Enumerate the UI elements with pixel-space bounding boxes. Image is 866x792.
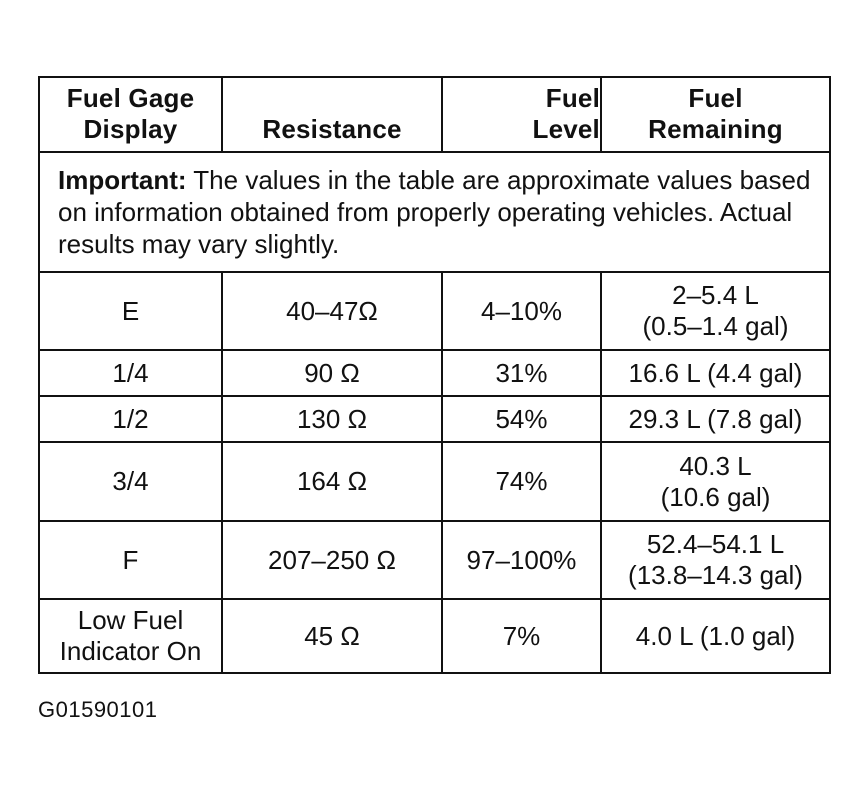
- important-label: Important:: [58, 165, 187, 195]
- table-header-row: [39, 77, 830, 152]
- header-resistance: Resistance: [222, 77, 442, 152]
- table-row: [39, 521, 830, 599]
- remaining-gallons: (0.5–1.4 gal): [642, 311, 789, 341]
- figure-id: G01590101: [38, 697, 158, 722]
- cell-display: 1/4: [39, 350, 222, 396]
- display-line-2: Indicator On: [59, 636, 202, 666]
- header-level-line-1: Fuel: [545, 83, 600, 113]
- cell-level: 31%: [442, 350, 601, 396]
- cell-level: 97–100%: [442, 521, 601, 599]
- cell-remaining: [601, 442, 830, 521]
- cell-resistance: 207–250 Ω: [222, 521, 442, 599]
- header-fuel-gage-display: [39, 77, 222, 152]
- cell-level: 74%: [442, 442, 601, 521]
- cell-resistance: 45 Ω: [222, 599, 442, 673]
- cell-remaining: [601, 396, 830, 442]
- remaining-gallons: (13.8–14.3 gal): [628, 560, 803, 590]
- cell-level: 4–10%: [442, 272, 601, 350]
- remaining-gallons: (10.6 gal): [660, 481, 771, 512]
- header-display-line-2: Display: [83, 114, 178, 144]
- table-row: [39, 599, 830, 673]
- remaining-value: 29.3 L (7.8 gal): [628, 403, 803, 434]
- cell-level: 7%: [442, 599, 601, 673]
- table-row: [39, 350, 830, 396]
- cell-remaining: [601, 272, 830, 350]
- header-remaining-line-2: Remaining: [648, 114, 783, 144]
- important-text: The values in the table are approximate values based on information obtained from properly operating vehicles. Actual results may vary slightly.: [58, 165, 811, 259]
- remaining-value: 4.0 L (1.0 gal): [635, 620, 796, 651]
- display-line-1: Low Fuel: [77, 605, 184, 635]
- important-note: [39, 152, 830, 272]
- header-remaining-line-1: Fuel: [688, 83, 743, 113]
- cell-display: [39, 599, 222, 673]
- important-note-row: [39, 152, 830, 272]
- cell-display: E: [39, 272, 222, 350]
- header-fuel-remaining: [601, 77, 830, 152]
- cell-display: 3/4: [39, 442, 222, 521]
- cell-level: 54%: [442, 396, 601, 442]
- cell-display: 1/2: [39, 396, 222, 442]
- cell-remaining: [601, 599, 830, 673]
- table-row: [39, 272, 830, 350]
- cell-remaining: [601, 521, 830, 599]
- table-row: [39, 442, 830, 521]
- cell-remaining: [601, 350, 830, 396]
- cell-resistance: 130 Ω: [222, 396, 442, 442]
- header-display-line-1: Fuel Gage: [66, 83, 195, 113]
- fuel-gage-table: [38, 76, 831, 674]
- table-row: [39, 396, 830, 442]
- cell-display: F: [39, 521, 222, 599]
- header-fuel-level: [442, 77, 601, 152]
- remaining-value: 16.6 L (4.4 gal): [628, 357, 803, 388]
- remaining-liters: 2–5.4 L: [672, 280, 759, 310]
- cell-resistance: 40–47Ω: [222, 272, 442, 350]
- cell-resistance: 164 Ω: [222, 442, 442, 521]
- cell-resistance: 90 Ω: [222, 350, 442, 396]
- remaining-liters: 52.4–54.1 L: [646, 529, 785, 559]
- header-level-line-2: Level: [532, 114, 600, 144]
- remaining-liters: 40.3 L: [679, 450, 752, 481]
